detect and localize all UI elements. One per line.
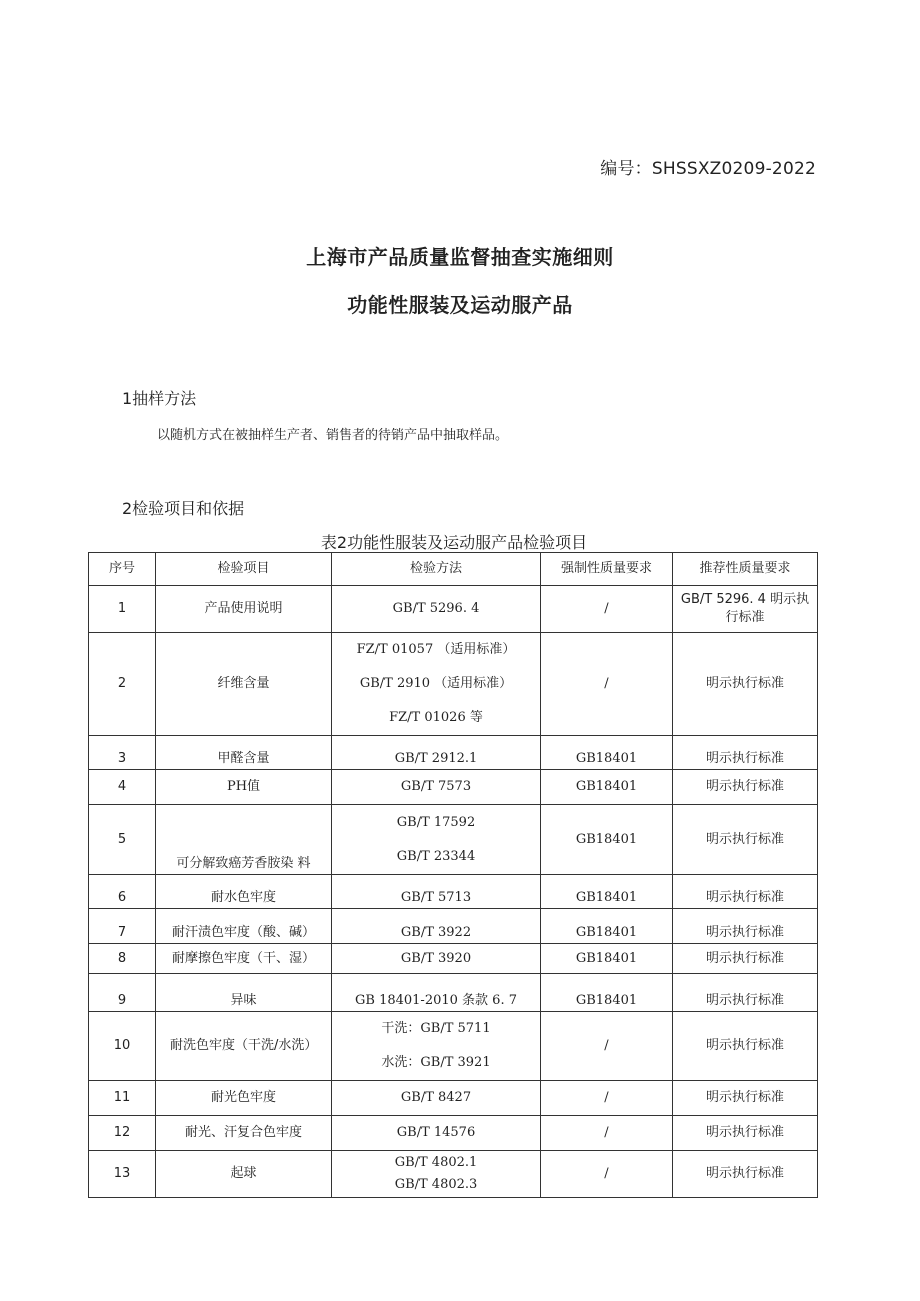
document-number: 编号：SHSSXZ0209-2022 <box>600 159 816 179</box>
method-line: GB/T 23344 <box>396 848 476 864</box>
table-row <box>89 1081 818 1116</box>
cell-method <box>332 1151 541 1198</box>
column-header-mandatory: 强制性质量要求 <box>541 553 673 586</box>
cell-item: 产品使用说明 <box>156 586 332 633</box>
section-heading-sampling: 1抽样方法 <box>122 389 197 408</box>
cell-mandatory: / <box>541 1116 673 1151</box>
cell-no: 12 <box>89 1116 156 1151</box>
table-row <box>89 909 818 944</box>
cell-item: 甲醛含量 <box>156 736 332 770</box>
cell-mandatory: GB18401 <box>541 805 673 875</box>
table-row <box>89 1151 818 1198</box>
cell-method: GB/T 3922 <box>332 909 541 944</box>
table-row <box>89 1116 818 1151</box>
cell-method <box>332 1012 541 1081</box>
cell-item: 起球 <box>156 1151 332 1198</box>
table-row <box>89 633 818 736</box>
cell-mandatory: / <box>541 1012 673 1081</box>
cell-method: GB/T 14576 <box>332 1116 541 1151</box>
cell-recommended: 明示执行标准 <box>673 909 818 944</box>
cell-method: GB/T 8427 <box>332 1081 541 1116</box>
method-line: GB/T 4802.1 <box>394 1155 478 1170</box>
cell-method: GB 18401-2010 条款 6. 7 <box>332 974 541 1012</box>
cell-no: 2 <box>89 633 156 736</box>
cell-recommended: 明示执行标准 <box>673 805 818 875</box>
cell-recommended: 明示执行标准 <box>673 875 818 909</box>
cell-recommended: 明示执行标准 <box>673 770 818 805</box>
cell-recommended: 明示执行标准 <box>673 736 818 770</box>
cell-mandatory: / <box>541 1151 673 1198</box>
cell-method <box>332 805 541 875</box>
cell-no: 8 <box>89 944 156 974</box>
cell-item: 耐汗渍色牢度（酸、碱） <box>156 909 332 944</box>
cell-recommended: 明示执行标准 <box>673 1081 818 1116</box>
table-row <box>89 736 818 770</box>
cell-item: 耐光色牢度 <box>156 1081 332 1116</box>
cell-item: 可分解致癌芳香胺染 料 <box>156 805 332 875</box>
column-header-method: 检验方法 <box>332 553 541 586</box>
cell-mandatory: / <box>541 633 673 736</box>
cell-item: 耐洗色牢度（干洗/水洗） <box>156 1012 332 1081</box>
cell-recommended: GB/T 5296. 4 明示执行标准 <box>673 586 818 633</box>
cell-recommended: 明示执行标准 <box>673 1012 818 1081</box>
cell-method: GB/T 7573 <box>332 770 541 805</box>
cell-item: PH值 <box>156 770 332 805</box>
cell-item: 纤维含量 <box>156 633 332 736</box>
cell-method: GB/T 5713 <box>332 875 541 909</box>
table-caption: 表2功能性服装及运动服产品检验项目 <box>320 533 588 552</box>
method-line: FZ/T 01057 （适用标准） <box>356 642 516 657</box>
method-line: GB/T 2910 （适用标准） <box>359 676 513 691</box>
method-line: GB/T 17592 <box>396 814 476 830</box>
table-row <box>89 974 818 1012</box>
cell-no: 4 <box>89 770 156 805</box>
cell-recommended: 明示执行标准 <box>673 633 818 736</box>
cell-mandatory: GB18401 <box>541 770 673 805</box>
cell-mandatory: GB18401 <box>541 736 673 770</box>
cell-mandatory: GB18401 <box>541 944 673 974</box>
cell-item: 耐水色牢度 <box>156 875 332 909</box>
table-header-row <box>89 553 818 586</box>
cell-mandatory: GB18401 <box>541 909 673 944</box>
table-row <box>89 805 818 875</box>
cell-no: 1 <box>89 586 156 633</box>
cell-recommended: 明示执行标准 <box>673 974 818 1012</box>
document-title: 上海市产品质量监督抽查实施细则 <box>306 245 614 269</box>
column-header-no: 序号 <box>89 553 156 586</box>
section-heading-inspection: 2检验项目和依据 <box>122 499 245 518</box>
cell-method <box>332 633 541 736</box>
column-header-item: 检验项目 <box>156 553 332 586</box>
cell-recommended: 明示执行标准 <box>673 1116 818 1151</box>
cell-mandatory: GB18401 <box>541 974 673 1012</box>
cell-item: 耐光、汗复合色牢度 <box>156 1116 332 1151</box>
cell-method: GB/T 3920 <box>332 944 541 974</box>
method-line: 水洗：GB/T 3921 <box>381 1055 491 1070</box>
cell-recommended: 明示执行标准 <box>673 944 818 974</box>
cell-no: 7 <box>89 909 156 944</box>
method-line: GB/T 4802.3 <box>394 1177 478 1192</box>
table-row <box>89 875 818 909</box>
cell-item: 异味 <box>156 974 332 1012</box>
cell-mandatory: / <box>541 586 673 633</box>
table-row <box>89 1012 818 1081</box>
sampling-paragraph: 以随机方式在被抽样生产者、销售者的待销产品中抽取样品。 <box>157 428 509 443</box>
cell-no: 5 <box>89 805 156 875</box>
cell-no: 13 <box>89 1151 156 1198</box>
cell-mandatory: GB18401 <box>541 875 673 909</box>
table-row <box>89 944 818 974</box>
table-row <box>89 770 818 805</box>
cell-item: 耐摩擦色牢度（干、湿） <box>156 944 332 974</box>
document-subtitle: 功能性服装及运动服产品 <box>347 293 573 317</box>
cell-recommended: 明示执行标准 <box>673 1151 818 1198</box>
cell-no: 6 <box>89 875 156 909</box>
cell-method: GB/T 2912.1 <box>332 736 541 770</box>
cell-no: 10 <box>89 1012 156 1081</box>
cell-no: 9 <box>89 974 156 1012</box>
cell-no: 11 <box>89 1081 156 1116</box>
column-header-recommended: 推荐性质量要求 <box>673 553 818 586</box>
cell-method: GB/T 5296. 4 <box>332 586 541 633</box>
inspection-table <box>88 552 818 1198</box>
method-line: 干洗：GB/T 5711 <box>381 1021 491 1036</box>
method-line: FZ/T 01026 等 <box>389 710 483 725</box>
table-row <box>89 586 818 633</box>
cell-no: 3 <box>89 736 156 770</box>
cell-mandatory: / <box>541 1081 673 1116</box>
